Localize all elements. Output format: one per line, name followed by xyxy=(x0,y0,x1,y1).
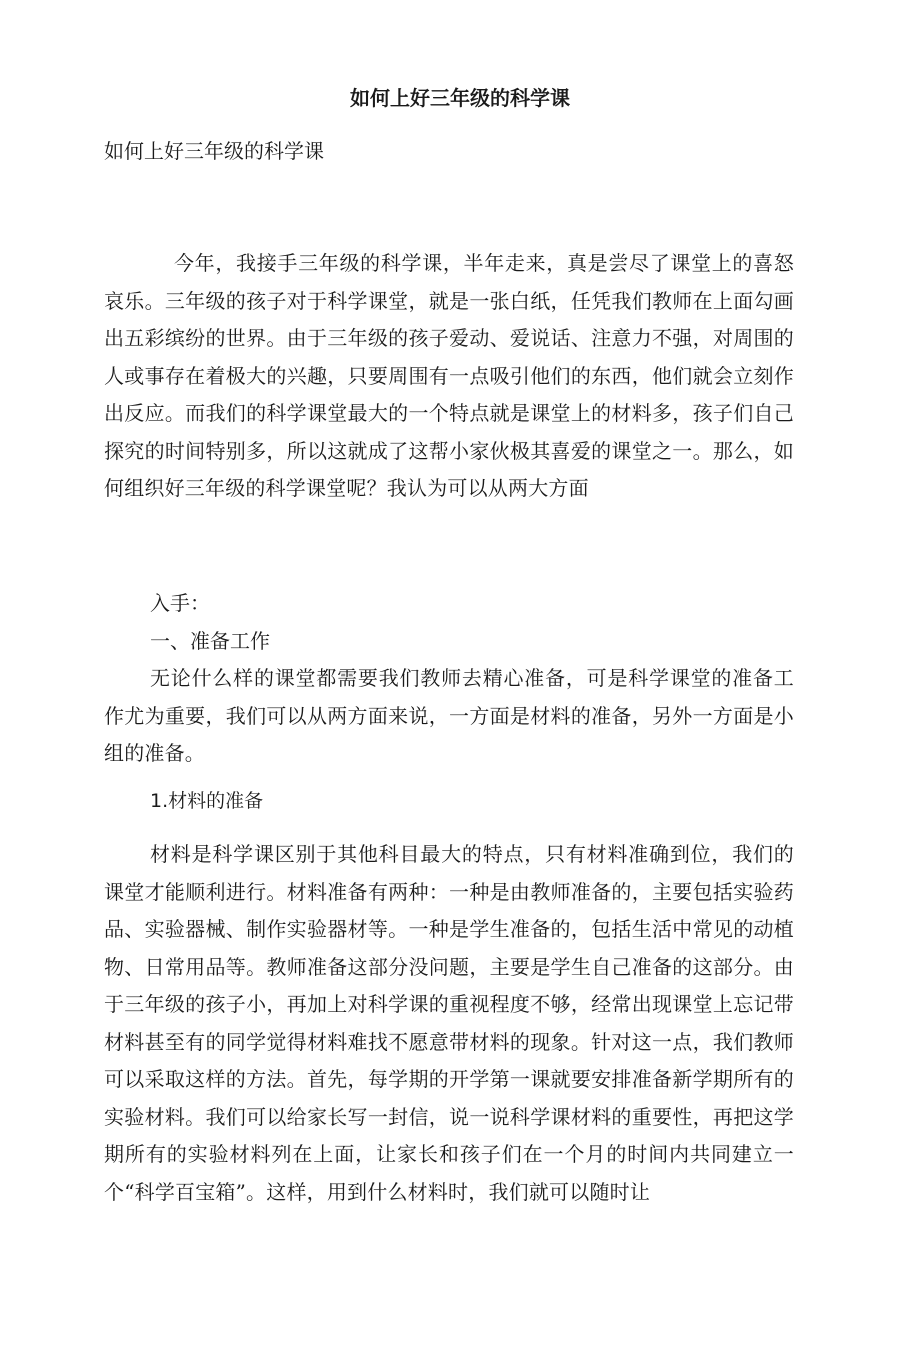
subsection-heading-materials: 1.材料的准备 xyxy=(150,790,264,812)
paragraph-intro-text: 今年，我接手三年级的科学课，半年走来，真是尝尽了课堂上的喜怒哀乐。三年级的孩子对于科学课堂，就是一张白纸，任凭我们教师在上面勾画出五彩缤纷的世界。由于三年级的孩子爱动、爱说话、注意力不强，对周围的人或事存在着极大的兴趣，只要周围有一点吸引他们的东西，他们就会立刻作出反应。而我们的科学课堂最大的一个特点就是课堂上的材料多，孩子们自己探究的时间特别多，所以这就成了这帮小家伙极其喜爱的课堂之一。那么，如何组织好三年级的科学课堂呢？我认为可以从两大方面 xyxy=(104,251,794,500)
document-subtitle: 如何上好三年级的科学课 xyxy=(104,139,324,163)
paragraph-intro xyxy=(104,245,794,508)
start-line: 入手： xyxy=(150,591,210,615)
paragraph-preparation: 无论什么样的课堂都需要我们教师去精心准备，可是科学课堂的准备工作尤为重要，我们可以从两方面来说，一方面是材料的准备，另外一方面是小组的准备。 xyxy=(104,666,794,765)
section-heading-preparation: 一、准备工作 xyxy=(150,629,270,653)
paragraph-materials: 材料是科学课区别于其他科目最大的特点，只有材料准确到位，我们的课堂才能顺利进行。材料准备有两种：一种是由教师准备的，主要包括实验药品、实验器械、制作实验器材等。一种是学生准备的，包括生活中常见的动植物、日常用品等。教师准备这部分没问题，主要是学生自己准备的这部分。由于三年级的孩子小，再加上对科学课的重视程度不够，经常出现课堂上忘记带材料甚至有的同学觉得材料难找不愿意带材料的现象。针对这一点，我们教师可以采取这样的方法。首先，每学期的开学第一课就要安排准备新学期所有的实验材料。我们可以给家长写一封信，说一说科学课材料的重要性，再把这学期所有的实验材料列在上面，让家长和孩子们在一个月的时间内共同建立一个“科学百宝箱”。这样，用到什么材料时，我们就可以随时让 xyxy=(104,842,794,1204)
document-title: 如何上好三年级的科学课 xyxy=(350,86,570,110)
